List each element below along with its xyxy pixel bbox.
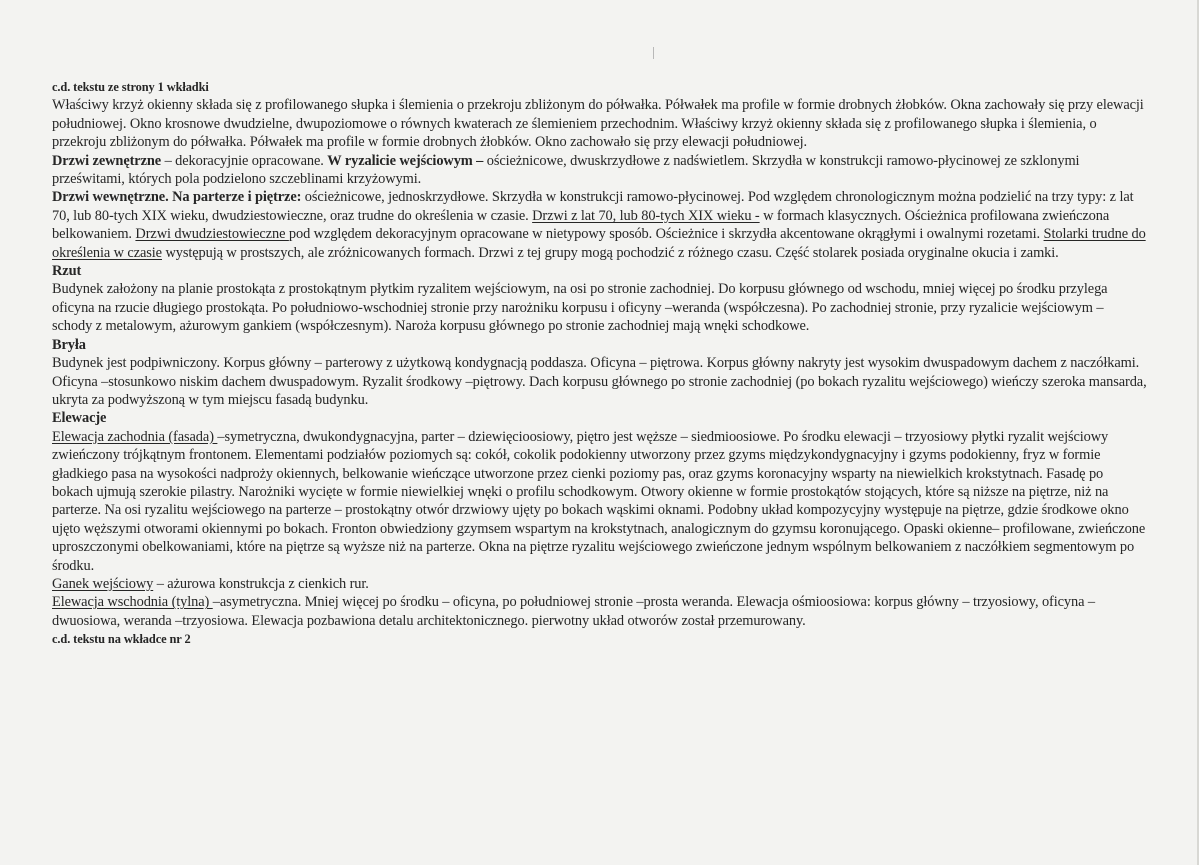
doors-20th-century-label: Drzwi dwudziestowieczne xyxy=(135,226,289,243)
paragraph-exterior-doors xyxy=(52,152,1147,189)
interior-doors-text-3: pod względem dekoracyjnym opracowane w nietypowy sposób. Ościeżnice i skrzydła akcentowane okrągłymi i owalnymi rozetami. xyxy=(288,226,1044,243)
porch-label: Ganek wejściowy xyxy=(52,575,154,592)
paragraph-interior-doors xyxy=(52,188,1147,262)
east-elevation-label: Elewacja wschodnia (tylna) xyxy=(52,594,213,611)
interior-doors-text-4: występują w prostszych, ale zróżnicowanych formach. Drzwi z tej grupy mogą pochodzić z różnego czasu. Część stolarek posiada oryginalne okucia i zamki. xyxy=(161,244,1059,261)
continuation-header: c.d. tekstu ze strony 1 wkładki xyxy=(52,80,209,94)
exterior-doors-text-2: ościeżnicowe, dwuskrzydłowe z nadświetlem. Skrzydła w konstrukcji ramowo-płycinowej ze szklonymi prześwitami, których pola podzielono szczeblinami krzyżowymi. xyxy=(52,152,1080,188)
paragraph-porch xyxy=(52,575,1147,593)
paragraph-west-elevation xyxy=(52,428,1147,575)
scan-mark xyxy=(653,47,657,59)
continuation-footer: c.d. tekstu na wkładce nr 2 xyxy=(52,632,191,647)
paragraph-rzut: Budynek założony na planie prostokąta z prostokątnym płytkim ryzalitem wejściowym, na osi po stronie zachodniej. Do korpusu głównego od wschodu, mniej więcej po środku przylega oficyna na rzucie długiego prostokąta. Po południowo-wschodniej stronie przy narożniku korpusu i oficyny –weranda (współczesna). Po zachodniej stronie, przy ryzalicie wejściowym – schody z metalowym, ażurowym gankiem (współczesnym). Naroża korpusu głównego po stronie zachodniej mają wnęki schodkowe. xyxy=(52,281,1108,335)
paragraph-east-elevation xyxy=(52,593,1147,630)
paragraph-windows: Właściwy krzyż okienny składa się z profilowanego słupka i ślemienia o przekroju zbliżonym do półwałka. Półwałek ma profile w formie drobnych żłobków. Okna zachowały się przy elewacji południowej. Okno krosnowe dwudzielne, dwupoziomowe o równych kwaterach ze ślemieniem przechodnim. Właściwy krzyż okienny składa się z profilowanego słupka i ślemienia, o przekroju zbliżonym do półwałka. Półwałek ma profile w formie drobnych żłobków. Okno zachowało się przy elewacji południowej. xyxy=(52,97,1144,151)
heading-bryla: Bryła xyxy=(52,336,86,353)
doors-19th-century-label: Drzwi z lat 70, lub 80-tych XIX wieku - xyxy=(532,207,760,224)
exterior-doors-label: Drzwi zewnętrzne xyxy=(52,152,162,169)
east-elevation-text: –asymetryczna. Mniej więcej po środku – oficyna, po południowej stronie –prosta weranda. Elewacja ośmioosiowa: korpus główny – trzyosiowy, oficyna –dwuosiowa, weranda –trzyosiowa. Elewacja pozbawiona detalu architektonicznego. pierwotny układ otworów został przemurowany. xyxy=(52,594,1096,629)
heading-elewacje: Elewacje xyxy=(52,410,107,427)
paragraph-bryla: Budynek jest podpiwniczony. Korpus główny – parterowy z użytkową kondygnacją poddasza. Oficyna – piętrowa. Korpus główny nakryty jest wysokim dwuspadowym dachem z naczółkami. Oficyna –stosunkowo niskim dachem dwuspadowym. Ryzalit środkowy –piętrowy. Dach korpusu głównego po stronie zachodniej (po bokach ryzalitu wejściowego) wieńczy szeroka mansarda, ukryta za podwyższoną w tym miejscu fasadą budynku. xyxy=(52,355,1147,408)
west-elevation-label: Elewacja zachodnia (fasada) xyxy=(52,428,218,445)
entrance-risalit-label: W ryzalicie wejściowym – xyxy=(327,152,484,169)
interior-doors-text-2: w formach klasycznych. Ościeżnica profilowana zwieńczona belkowaniem. xyxy=(52,207,1110,243)
porch-text: – ażurowa konstrukcja z cienkich rur. xyxy=(153,575,369,592)
exterior-doors-text-1: – dekoracyjnie opracowane. xyxy=(161,152,328,169)
document-body xyxy=(52,78,1147,649)
west-elevation-text: –symetryczna, dwukondygnacyjna, parter – dziewięcioosiowy, piętro jest węższe – siedmioosiowe. Po środku elewacji – trzyosiowy płytki ryzalit wejściowy zwieńczony trójkątnym frontonem. Elementami podziałów poziomych są: cokół, cokolik podokienny utworzony przez gzyms międzykondygnacyjny i gzyms podokienny, fryz w formie gładkiego pasa na wysokości nadproży okiennych, belkowanie wieńczące utworzone przez cienki poziomy pas, oraz gzyms koronacyjny wsparty na niewielkich krokstytnach. Fasadę po bokach ujmują szerokie pilastry. Narożniki wycięte w formie niewielkiej wnęki o profilu schodkowym. Otwory okienne w formie prostokątów stojących, które są niższe na piętrze, niż na parterze. Na osi ryzalitu wejściowego na parterze – prostokątny otwór drzwiowy ujęty po bokach wąskimi oknami. Podobny układ kompozycyjny występuje na piętrze, gdzie środkowe okno ujęto węższymi otworami okiennymi po bokach. Fronton obwiedziony gzymsem wspartym na krokstytnach, analogicznym do gzymsu koronującego. Opaski okienne– profilowane, zwieńczone uproszczonymi obelkowaniami, które na piętrze są wyższe niż na parterze. Okna na piętrze ryzalitu wejściowego zwieńczone jednym wspólnym belkowaniem z naczółkiem segmentowym po środku. xyxy=(52,428,1146,574)
heading-rzut: Rzut xyxy=(52,263,82,280)
undated-joinery-label: Stolarki trudne do określenia w czasie xyxy=(52,226,1146,261)
interior-doors-label: Drzwi wewnętrzne. Na parterze i piętrze: xyxy=(52,189,302,206)
interior-doors-text-1: ościeżnicowe, jednoskrzydłowe. Skrzydła w konstrukcji ramowo-płycinowej. Pod względem chronologicznym można podzielić na trzy typy: z lat 70, lub 80-tych XIX wieku, dwudziestowieczne, oraz trudne do określenia w czasie. xyxy=(52,189,1134,224)
